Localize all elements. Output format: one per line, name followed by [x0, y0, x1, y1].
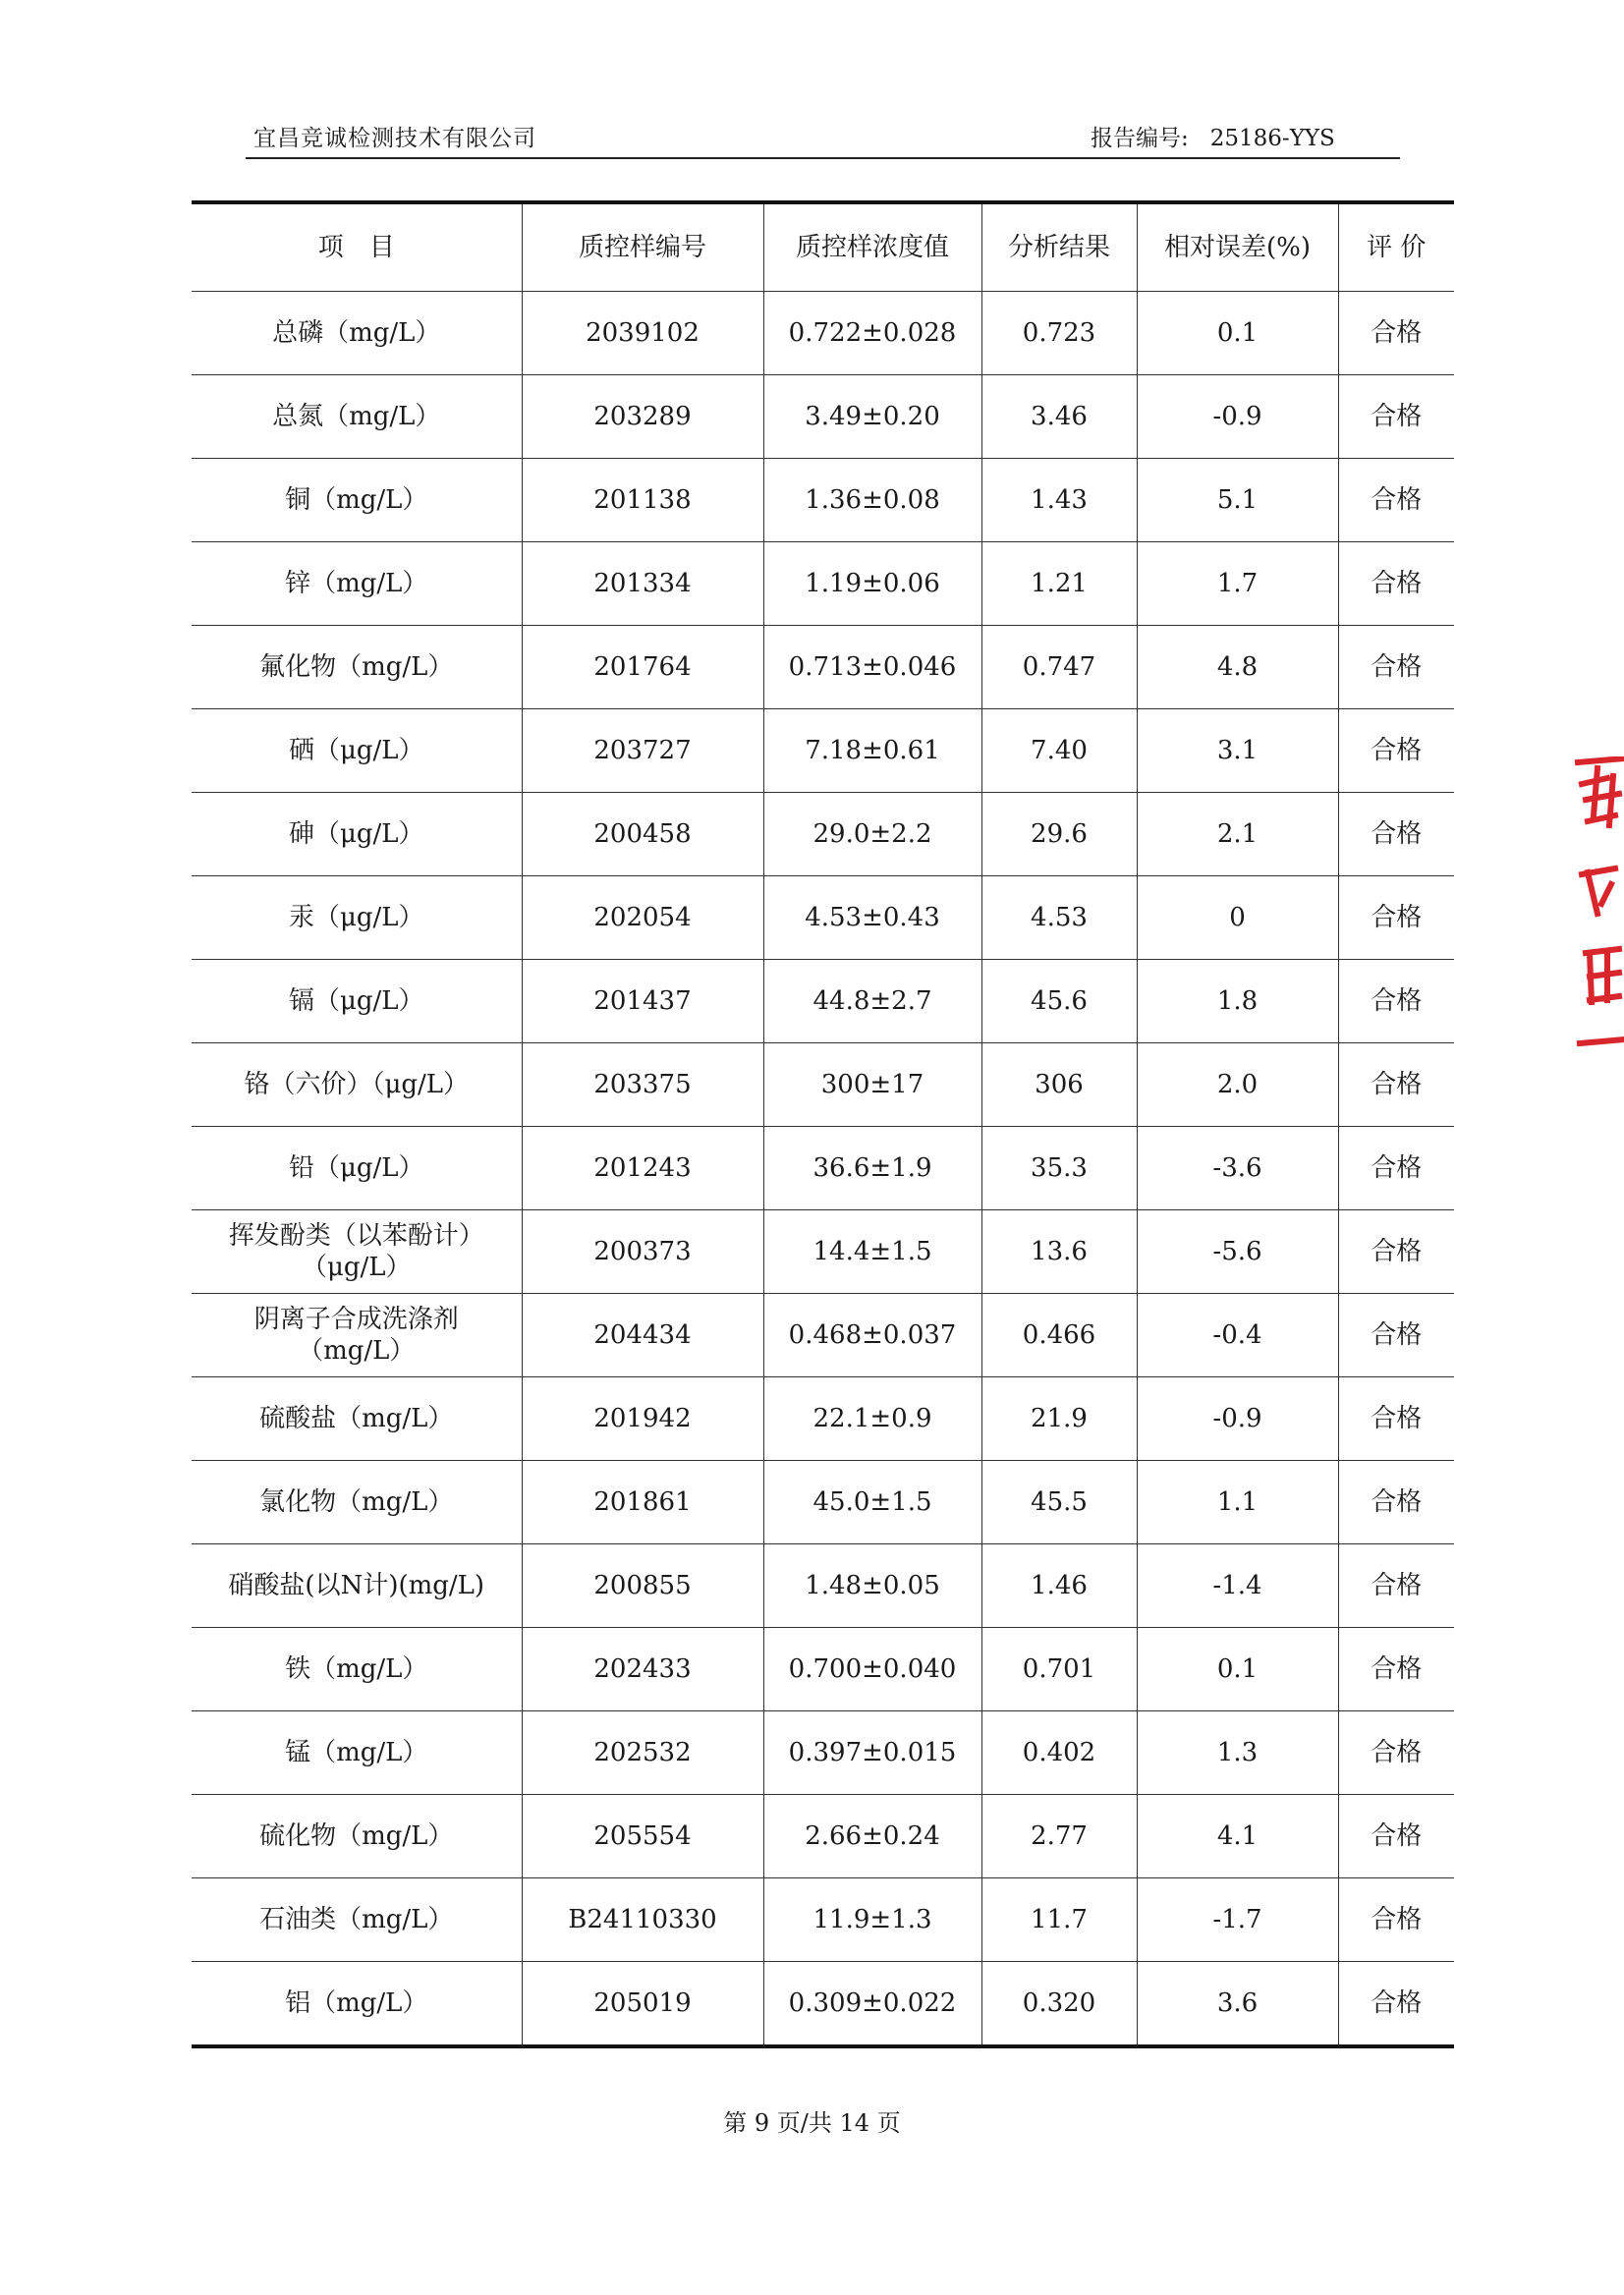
table-row — [192, 1127, 1454, 1210]
relative-error-cell: 3.6 — [1137, 1962, 1338, 2047]
item-cell: 硝酸盐(以N计)(mg/L) — [192, 1544, 522, 1628]
sample-id-cell: 203727 — [522, 709, 763, 793]
sample-id-cell: 205554 — [522, 1795, 763, 1878]
sample-id-cell: 205019 — [522, 1962, 763, 2047]
result-cell: 35.3 — [981, 1127, 1137, 1210]
table-header-row — [192, 202, 1454, 292]
relative-error-cell: 2.1 — [1137, 793, 1338, 876]
item-cell: 硒（μg/L） — [192, 709, 522, 793]
item-cell: 铜（mg/L） — [192, 459, 522, 542]
result-cell: 2.77 — [981, 1795, 1137, 1878]
column-header-relative-error: 相对误差(%) — [1137, 202, 1338, 292]
report-number — [1091, 120, 1335, 152]
sample-id-cell: B24110330 — [522, 1878, 763, 1962]
evaluation-cell: 合格 — [1338, 1377, 1454, 1461]
evaluation-cell: 合格 — [1338, 292, 1454, 375]
table-row — [192, 793, 1454, 876]
relative-error-cell: 0.1 — [1137, 292, 1338, 375]
relative-error-cell: 4.1 — [1137, 1795, 1338, 1878]
table-row — [192, 459, 1454, 542]
result-cell: 0.723 — [981, 292, 1137, 375]
column-header-result: 分析结果 — [981, 202, 1137, 292]
concentration-cell: 11.9±1.3 — [763, 1878, 981, 1962]
sample-id-cell: 200855 — [522, 1544, 763, 1628]
relative-error-cell: -0.4 — [1137, 1294, 1338, 1377]
column-header-concentration: 质控样浓度值 — [763, 202, 981, 292]
item-cell: 总氮（mg/L） — [192, 375, 522, 459]
evaluation-cell: 合格 — [1338, 1127, 1454, 1210]
item-cell: 挥发酚类（以苯酚计） （μg/L） — [192, 1210, 522, 1294]
table-row — [192, 1210, 1454, 1294]
table-row — [192, 876, 1454, 960]
item-cell: 铅（μg/L） — [192, 1127, 522, 1210]
evaluation-cell: 合格 — [1338, 1544, 1454, 1628]
concentration-cell: 2.66±0.24 — [763, 1795, 981, 1878]
page-number: 第 9 页/共 14 页 — [723, 2109, 901, 2137]
result-cell: 0.701 — [981, 1628, 1137, 1711]
evaluation-cell: 合格 — [1338, 960, 1454, 1043]
item-cell: 铝（mg/L） — [192, 1962, 522, 2047]
table-row — [192, 1043, 1454, 1127]
item-cell: 石油类（mg/L） — [192, 1878, 522, 1962]
table-row — [192, 626, 1454, 709]
relative-error-cell: -1.4 — [1137, 1544, 1338, 1628]
item-cell: 硫酸盐（mg/L） — [192, 1377, 522, 1461]
sample-id-cell: 204434 — [522, 1294, 763, 1377]
relative-error-cell: 3.1 — [1137, 709, 1338, 793]
page-header — [246, 116, 1400, 159]
seal-stamp-fragment — [1568, 756, 1624, 1051]
evaluation-cell: 合格 — [1338, 1795, 1454, 1878]
table-row — [192, 709, 1454, 793]
column-header-sample-id: 质控样编号 — [522, 202, 763, 292]
evaluation-cell: 合格 — [1338, 1461, 1454, 1544]
sample-id-cell: 202433 — [522, 1628, 763, 1711]
relative-error-cell: -0.9 — [1137, 375, 1338, 459]
relative-error-cell: 0.1 — [1137, 1628, 1338, 1711]
result-cell: 45.5 — [981, 1461, 1137, 1544]
item-cell: 氟化物（mg/L） — [192, 626, 522, 709]
item-cell: 锰（mg/L） — [192, 1711, 522, 1795]
table-row — [192, 292, 1454, 375]
company-name: 宜昌竞诚检测技术有限公司 — [253, 126, 536, 151]
sample-id-cell: 203289 — [522, 375, 763, 459]
relative-error-cell: 1.8 — [1137, 960, 1338, 1043]
concentration-cell: 22.1±0.9 — [763, 1377, 981, 1461]
concentration-cell: 4.53±0.43 — [763, 876, 981, 960]
concentration-cell: 36.6±1.9 — [763, 1127, 981, 1210]
result-cell: 0.747 — [981, 626, 1137, 709]
table-row — [192, 1628, 1454, 1711]
evaluation-cell: 合格 — [1338, 626, 1454, 709]
concentration-cell: 14.4±1.5 — [763, 1210, 981, 1294]
evaluation-cell: 合格 — [1338, 1628, 1454, 1711]
sample-id-cell: 200458 — [522, 793, 763, 876]
table-row — [192, 1377, 1454, 1461]
table-row — [192, 375, 1454, 459]
concentration-cell: 0.713±0.046 — [763, 626, 981, 709]
concentration-cell: 45.0±1.5 — [763, 1461, 981, 1544]
result-cell: 13.6 — [981, 1210, 1137, 1294]
table-row — [192, 1878, 1454, 1962]
relative-error-cell: -1.7 — [1137, 1878, 1338, 1962]
table-row — [192, 1544, 1454, 1628]
evaluation-cell: 合格 — [1338, 876, 1454, 960]
qc-results-table — [192, 200, 1454, 2048]
concentration-cell: 300±17 — [763, 1043, 981, 1127]
result-cell: 0.466 — [981, 1294, 1137, 1377]
sample-id-cell: 201942 — [522, 1377, 763, 1461]
relative-error-cell: 1.7 — [1137, 542, 1338, 626]
item-cell: 硫化物（mg/L） — [192, 1795, 522, 1878]
sample-id-cell: 201243 — [522, 1127, 763, 1210]
sample-id-cell: 203375 — [522, 1043, 763, 1127]
result-cell: 4.53 — [981, 876, 1137, 960]
sample-id-cell: 202532 — [522, 1711, 763, 1795]
sample-id-cell: 201138 — [522, 459, 763, 542]
item-cell: 总磷（mg/L） — [192, 292, 522, 375]
report-number-value: 25186-YYS — [1209, 126, 1335, 151]
relative-error-cell: 2.0 — [1137, 1043, 1338, 1127]
concentration-cell: 1.48±0.05 — [763, 1544, 981, 1628]
column-header-evaluation: 评 价 — [1338, 202, 1454, 292]
evaluation-cell: 合格 — [1338, 542, 1454, 626]
sample-id-cell: 2039102 — [522, 292, 763, 375]
sample-id-cell: 200373 — [522, 1210, 763, 1294]
item-cell: 砷（μg/L） — [192, 793, 522, 876]
sample-id-cell: 201764 — [522, 626, 763, 709]
relative-error-cell: 1.3 — [1137, 1711, 1338, 1795]
item-cell: 铁（mg/L） — [192, 1628, 522, 1711]
table-row — [192, 1711, 1454, 1795]
relative-error-cell: 5.1 — [1137, 459, 1338, 542]
concentration-cell: 3.49±0.20 — [763, 375, 981, 459]
item-cell: 汞（μg/L） — [192, 876, 522, 960]
concentration-cell: 0.700±0.040 — [763, 1628, 981, 1711]
result-cell: 45.6 — [981, 960, 1137, 1043]
concentration-cell: 7.18±0.61 — [763, 709, 981, 793]
relative-error-cell: -5.6 — [1137, 1210, 1338, 1294]
concentration-cell: 0.722±0.028 — [763, 292, 981, 375]
result-cell: 1.43 — [981, 459, 1137, 542]
table-row — [192, 1461, 1454, 1544]
item-cell: 氯化物（mg/L） — [192, 1461, 522, 1544]
result-cell: 306 — [981, 1043, 1137, 1127]
result-cell: 1.21 — [981, 542, 1137, 626]
table-row — [192, 960, 1454, 1043]
result-cell: 0.402 — [981, 1711, 1137, 1795]
result-cell: 11.7 — [981, 1878, 1137, 1962]
item-cell: 铬（六价）（μg/L） — [192, 1043, 522, 1127]
evaluation-cell: 合格 — [1338, 793, 1454, 876]
relative-error-cell: 4.8 — [1137, 626, 1338, 709]
concentration-cell: 0.397±0.015 — [763, 1711, 981, 1795]
relative-error-cell: 1.1 — [1137, 1461, 1338, 1544]
evaluation-cell: 合格 — [1338, 459, 1454, 542]
concentration-cell: 1.19±0.06 — [763, 542, 981, 626]
result-cell: 1.46 — [981, 1544, 1137, 1628]
column-header-item: 项 目 — [192, 202, 522, 292]
sample-id-cell: 201437 — [522, 960, 763, 1043]
evaluation-cell: 合格 — [1338, 1962, 1454, 2047]
result-cell: 21.9 — [981, 1377, 1137, 1461]
result-cell: 3.46 — [981, 375, 1137, 459]
table-row — [192, 1795, 1454, 1878]
result-cell: 0.320 — [981, 1962, 1137, 2047]
evaluation-cell: 合格 — [1338, 709, 1454, 793]
result-cell: 7.40 — [981, 709, 1137, 793]
table-row — [192, 1962, 1454, 2047]
evaluation-cell: 合格 — [1338, 1878, 1454, 1962]
item-cell: 阴离子合成洗涤剂 （mg/L） — [192, 1294, 522, 1377]
evaluation-cell: 合格 — [1338, 1711, 1454, 1795]
table-row — [192, 1294, 1454, 1377]
concentration-cell: 0.468±0.037 — [763, 1294, 981, 1377]
concentration-cell: 44.8±2.7 — [763, 960, 981, 1043]
item-cell: 锌（mg/L） — [192, 542, 522, 626]
evaluation-cell: 合格 — [1338, 1294, 1454, 1377]
sample-id-cell: 201861 — [522, 1461, 763, 1544]
sample-id-cell: 201334 — [522, 542, 763, 626]
result-cell: 29.6 — [981, 793, 1137, 876]
report-number-label: 报告编号: — [1091, 126, 1189, 151]
concentration-cell: 1.36±0.08 — [763, 459, 981, 542]
relative-error-cell: 0 — [1137, 876, 1338, 960]
sample-id-cell: 202054 — [522, 876, 763, 960]
evaluation-cell: 合格 — [1338, 1043, 1454, 1127]
concentration-cell: 29.0±2.2 — [763, 793, 981, 876]
evaluation-cell: 合格 — [1338, 1210, 1454, 1294]
relative-error-cell: -3.6 — [1137, 1127, 1338, 1210]
evaluation-cell: 合格 — [1338, 375, 1454, 459]
relative-error-cell: -0.9 — [1137, 1377, 1338, 1461]
concentration-cell: 0.309±0.022 — [763, 1962, 981, 2047]
table-row — [192, 542, 1454, 626]
item-cell: 镉（μg/L） — [192, 960, 522, 1043]
